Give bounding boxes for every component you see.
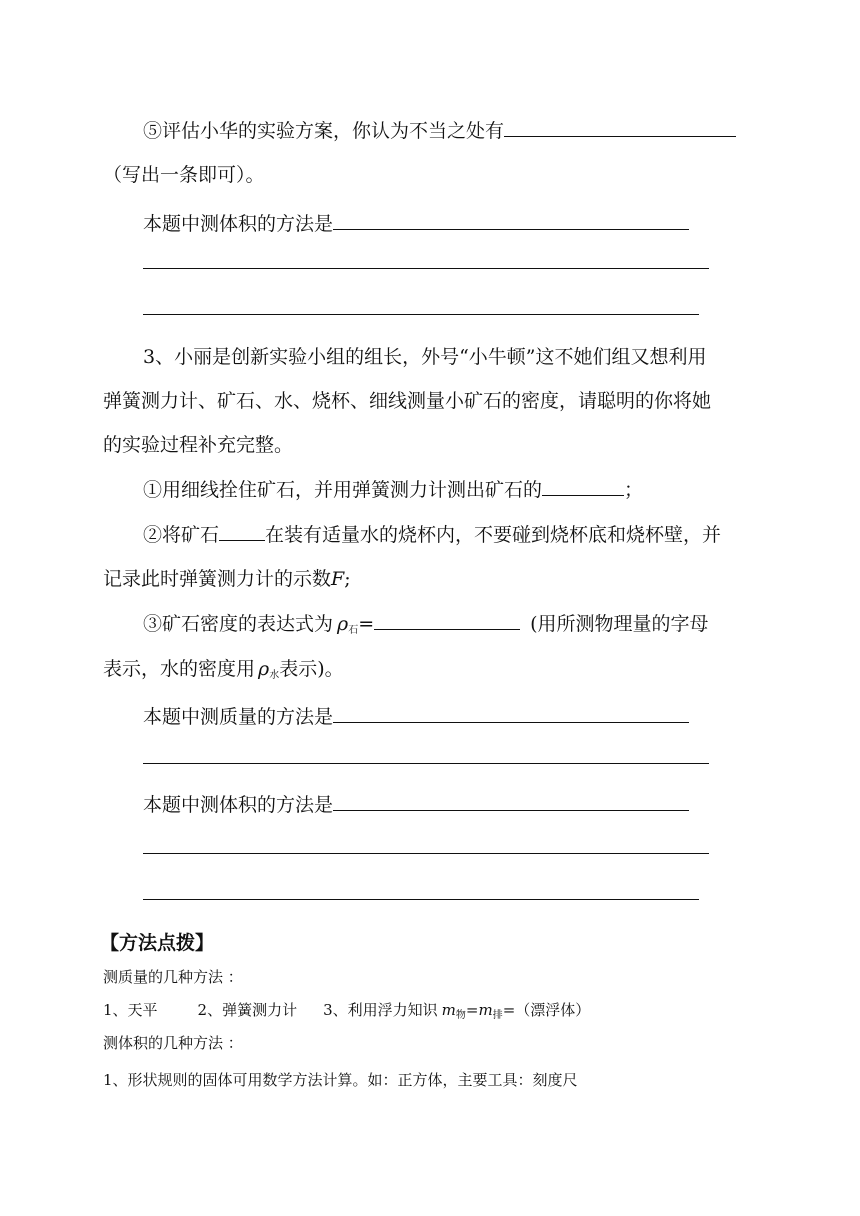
tips-mass-3: 3、利用浮力知识 [323, 1001, 438, 1019]
q2-item5-blank[interactable] [504, 135, 736, 137]
q3-step2-suffix: 在装有适量水的烧杯内，不要碰到烧杯底和烧杯壁，并 [265, 524, 722, 546]
q3-volume-answer-line-1[interactable] [143, 853, 709, 854]
q3-step2-line2-text: 记录此时弹簧测力计的示数 [103, 568, 332, 590]
tips-mass-methods [103, 999, 590, 1021]
q3-step3-line2-suffix: 表示)。 [279, 658, 344, 680]
q3-volume-method-blank[interactable] [333, 809, 689, 811]
q3-step1 [143, 475, 643, 502]
q3-step2-var: F [331, 568, 345, 590]
q2-item5 [143, 116, 736, 143]
q3-rho-sub-stone: 石 [348, 625, 359, 636]
q3-step3-blank[interactable] [374, 628, 520, 630]
q3-step1-blank[interactable] [542, 494, 624, 496]
q2-item5-suffix: （写出一条即可）。 [103, 164, 265, 186]
q3-intro-line-2: 弹簧测力计、矿石、水、烧杯、细线测量小矿石的密度，请聪明的你将她 [103, 390, 712, 412]
q3-volume-method [143, 790, 689, 817]
tips-mass-title: 测质量的几种方法 ： [103, 968, 243, 986]
tips-sub-displaced: 排 [492, 1010, 503, 1021]
tips-mass-2: 2、弹簧测力计 [197, 1001, 298, 1019]
q3-step2 [143, 520, 721, 547]
q3-volume-method-label: 本题中测体积的方法是 [143, 794, 334, 816]
q3-step3-suffix: (用所测物理量的字母 [530, 613, 709, 635]
q3-intro-line-1: 3、小丽是创新实验小组的组长，外号“小牛顿”这不她们组又想利用 [143, 346, 707, 368]
q3-equals: = [358, 613, 375, 635]
q3-rho-water-symbol: ρ [258, 658, 270, 680]
tips-sub-object: 物 [455, 1010, 466, 1021]
tips-mass-1: 1、天平 [103, 1001, 158, 1019]
q2-item5-text: ⑤评估小华的实验方案，你认为不当之处有 [143, 120, 505, 142]
q3-volume-answer-line-2[interactable] [143, 899, 699, 900]
q3-rho-sub-water: 水 [269, 670, 280, 681]
tips-volume-1: 1、形状规则的固体可用数学方法计算。如：正方体，主要工具：刻度尺 [103, 1071, 578, 1089]
q3-step3-line2-text: 表示，水的密度用 [103, 658, 256, 680]
tips-volume-title: 测体积的几种方法 ： [103, 1034, 243, 1052]
tips-mass-3-suffix: =（漂浮体） [502, 1001, 591, 1019]
q3-step2-end: ; [344, 568, 351, 590]
tips-m-object: m [441, 1001, 456, 1019]
q2-volume-method [143, 209, 689, 236]
tips-heading: 【方法点拨】 [100, 932, 215, 954]
q3-step1-text: ①用细线拴住矿石，并用弹簧测力计测出矿石的 [143, 479, 543, 501]
q3-step2-blank[interactable] [219, 539, 265, 541]
q3-mass-answer-line[interactable] [143, 763, 709, 764]
tips-eq: = [465, 1001, 479, 1019]
q2-volume-method-label: 本题中测体积的方法是 [143, 213, 334, 235]
q3-step3-line2 [103, 654, 344, 681]
q3-intro-line-3: 的实验过程补充完整。 [103, 434, 294, 456]
q3-step1-suffix: ； [624, 479, 644, 501]
q2-answer-line-2[interactable] [143, 314, 699, 315]
q3-step3 [143, 609, 709, 636]
q3-step3-text: ③矿石密度的表达式为 [143, 613, 334, 635]
q3-mass-method-label: 本题中测质量的方法是 [143, 706, 334, 728]
tips-m-displaced: m [478, 1001, 493, 1019]
q3-mass-method-blank[interactable] [333, 721, 689, 723]
q3-rho-symbol: ρ [337, 613, 349, 635]
q3-step2-line2 [103, 564, 351, 591]
q3-mass-method [143, 702, 689, 729]
q2-volume-method-blank[interactable] [333, 228, 689, 230]
q2-answer-line-1[interactable] [143, 268, 709, 269]
q3-step2-text: ②将矿石 [143, 524, 220, 546]
